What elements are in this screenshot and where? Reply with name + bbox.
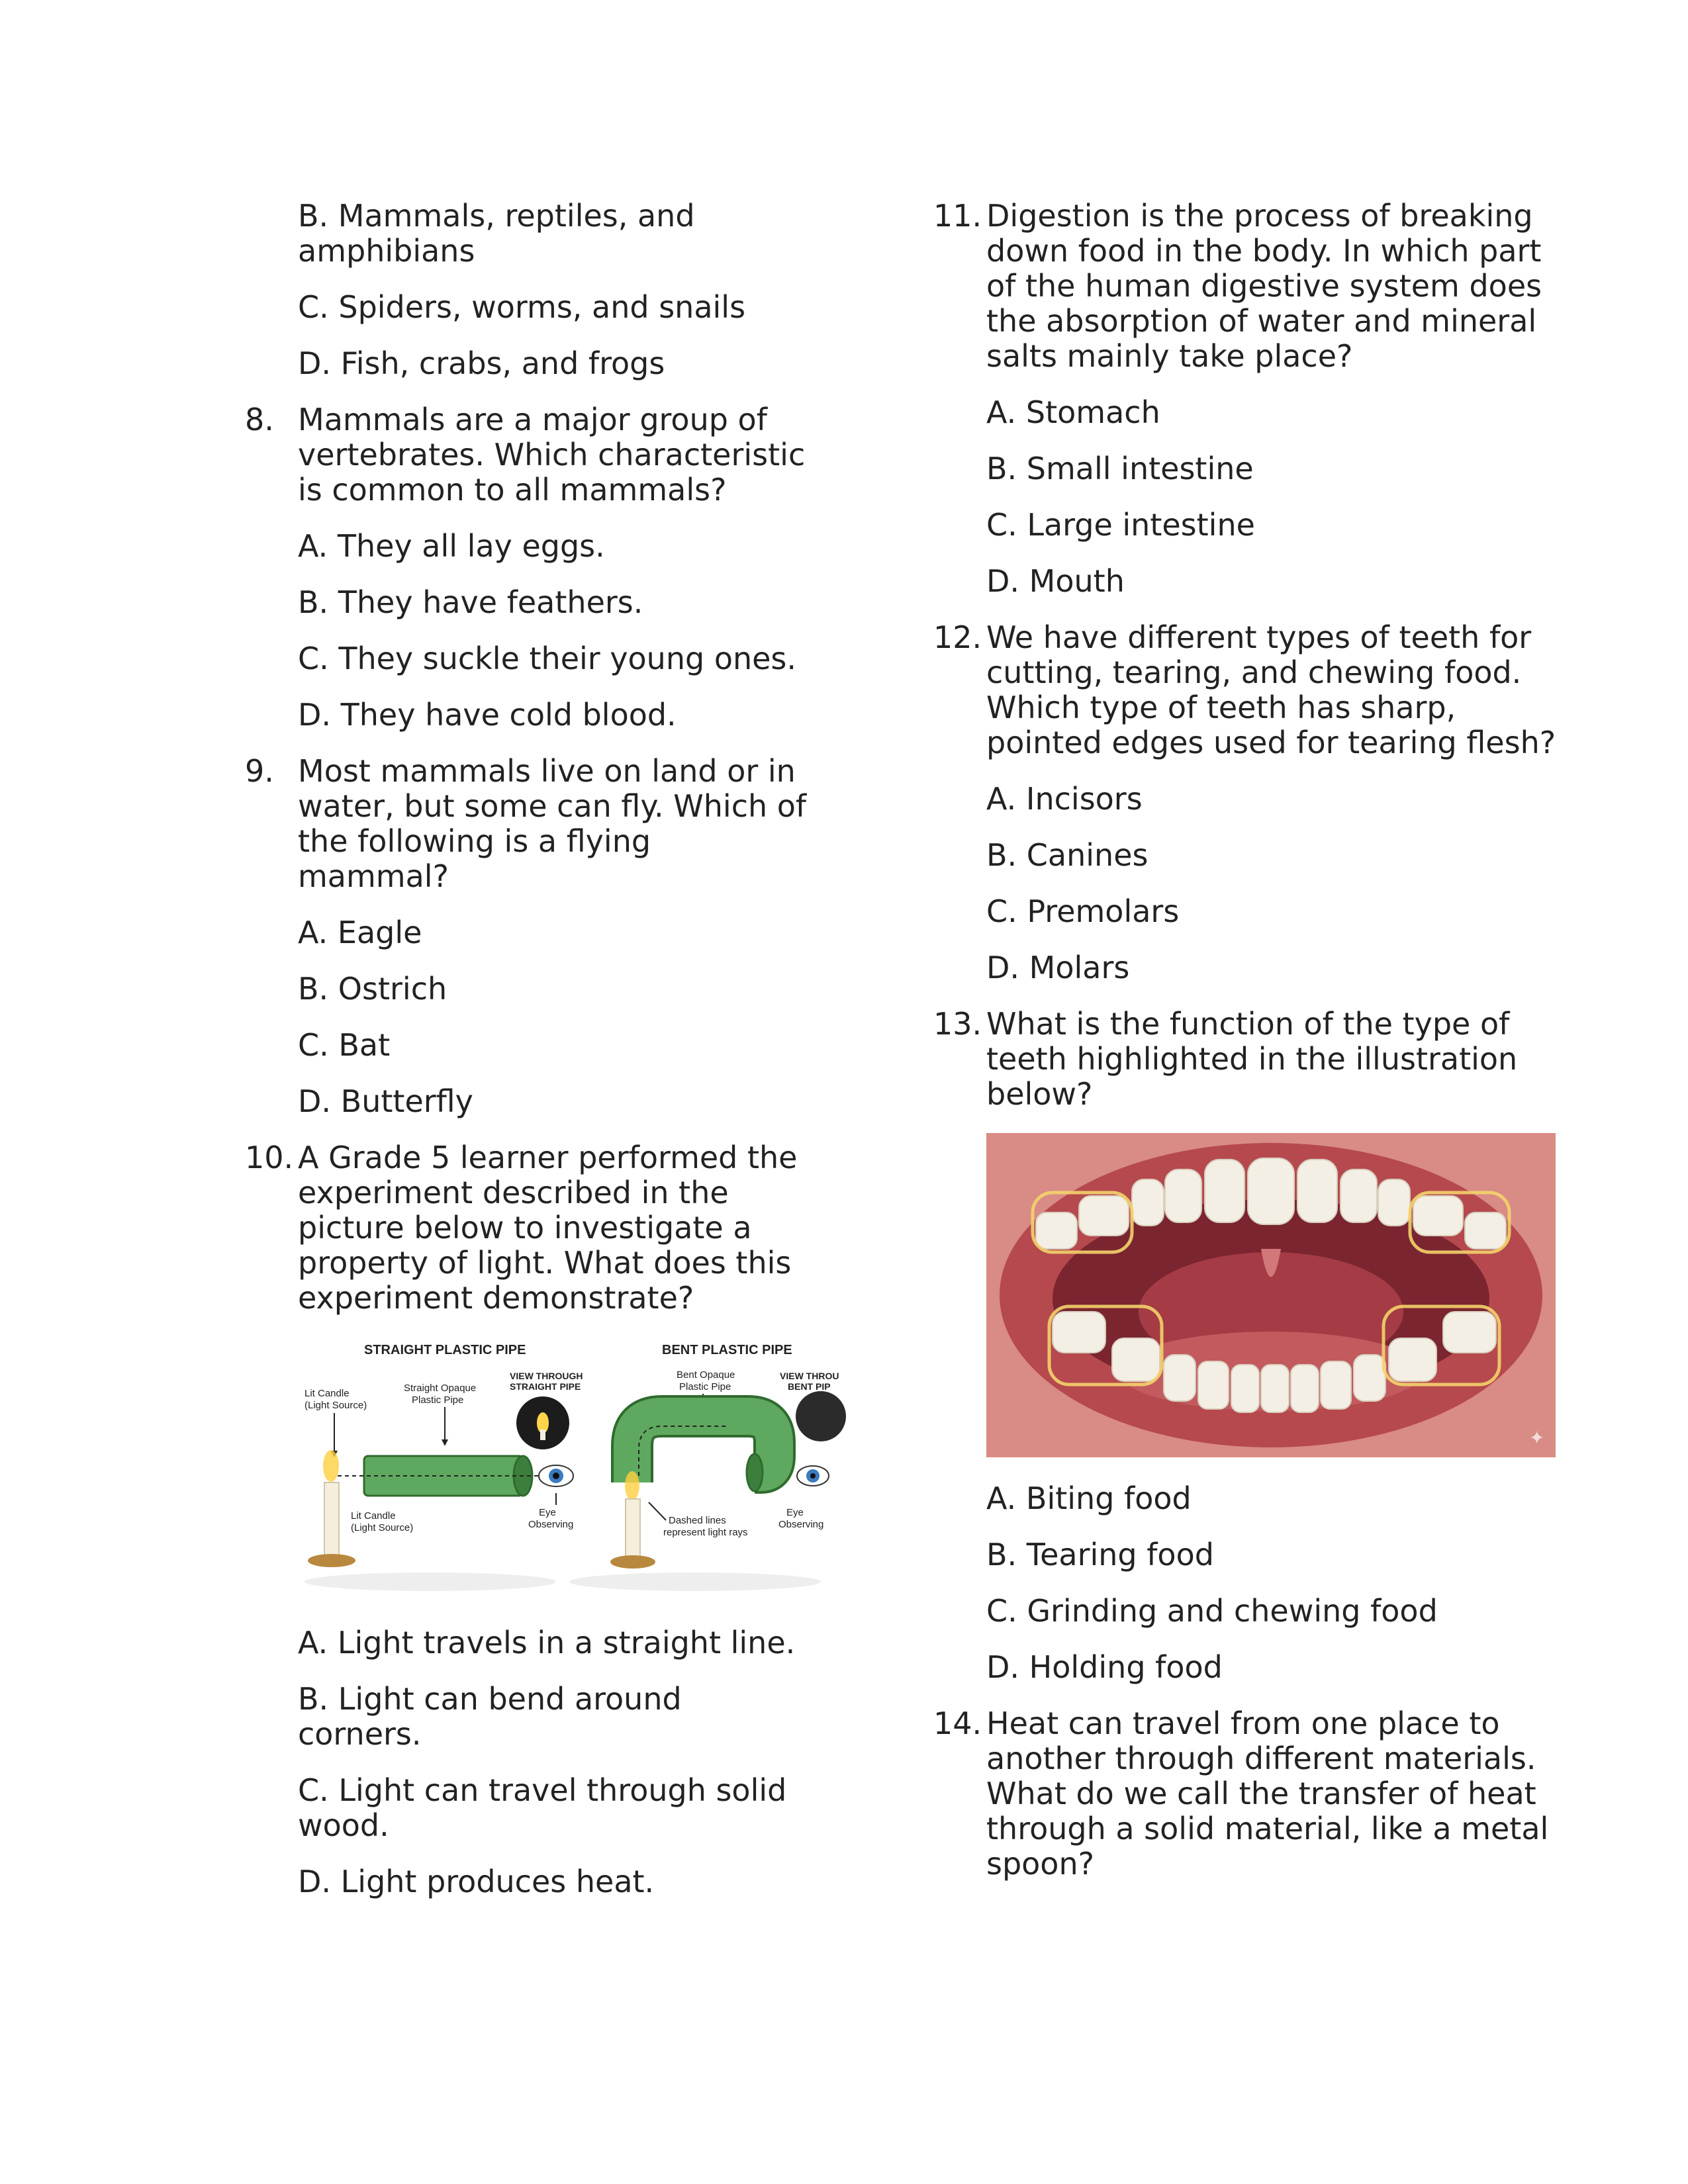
option: D. Holding food [986, 1649, 1223, 1685]
option: A. Biting food [986, 1480, 1192, 1516]
option: D. Molars [986, 950, 1130, 985]
pipe-label: Straight Opaque [404, 1383, 477, 1394]
option: A. Stomach [986, 394, 1160, 430]
teeth-illustration [986, 1133, 1556, 1457]
pipe-label: Bent Opaque [677, 1369, 735, 1381]
svg-text:✦: ✦ [1529, 1428, 1545, 1448]
straight-pipe-title: STRAIGHT PLASTIC PIPE [364, 1343, 526, 1357]
question-9 [245, 754, 808, 894]
option: A. They all lay eggs. [298, 528, 605, 564]
light-experiment-figure [298, 1337, 839, 1604]
question-13 [933, 1007, 1575, 1112]
option: B. Canines [986, 837, 1149, 873]
question-text: Heat can travel from one place to another through different materials. What do we call the transfer of heat through a solid material, like a metal spoon? [986, 1706, 1549, 1882]
option: D. They have cold blood. [298, 697, 677, 733]
question-number: 13. [933, 1006, 982, 1042]
candle-label: (Light Source) [305, 1400, 367, 1411]
option: B. Light can bend around corners. [298, 1681, 682, 1752]
question-number: 11. [933, 198, 982, 234]
question-14 [933, 1706, 1575, 1882]
option: D. Mouth [986, 563, 1125, 599]
eye-label: Observing [528, 1519, 574, 1530]
question-text: What is the function of the type of teeth highlighted in the illustration below? [986, 1006, 1518, 1112]
option: C. Grinding and chewing food [986, 1593, 1438, 1629]
question-text: A Grade 5 learner performed the experiment described in the picture below to investigate a property of light. What does this experiment demonstrate? [298, 1140, 798, 1316]
option: B. Ostrich [298, 971, 447, 1007]
option: C. Large intestine [986, 507, 1255, 543]
view-label: STRAIGHT PIPE [510, 1381, 581, 1392]
option: D. Butterfly [298, 1083, 473, 1119]
view-label: VIEW THROU [780, 1371, 839, 1381]
option: B. Tearing food [986, 1537, 1214, 1572]
dashed-label: represent light rays [663, 1527, 748, 1538]
candle-label: Lit Candle [351, 1510, 396, 1522]
bent-pipe-title: BENT PLASTIC PIPE [662, 1343, 792, 1357]
question-10 [245, 1140, 808, 1316]
light-experiment-illustration [298, 1337, 839, 1602]
q7-continued-options [245, 199, 808, 381]
option: C. Spiders, worms, and snails [298, 289, 746, 325]
view-label: BENT PIP [788, 1381, 831, 1392]
option: C. Bat [298, 1027, 391, 1063]
option: D. Fish, crabs, and frogs [298, 345, 665, 381]
question-number: 12. [933, 619, 982, 655]
pipe-label: Plastic Pipe [412, 1394, 464, 1406]
question-text: We have different types of teeth for cutting, tearing, and chewing food. Which type of teeth has sharp, pointed edges used for tearing flesh? [986, 619, 1556, 760]
option: A. Light travels in a straight line. [298, 1625, 796, 1661]
question-number: 14. [933, 1706, 982, 1741]
view-label: VIEW THROUGH [510, 1371, 583, 1381]
dashed-label: Dashed lines [669, 1515, 726, 1526]
question-number: 8. [245, 402, 274, 437]
option: D. Light produces heat. [298, 1864, 655, 1899]
question-text: Digestion is the process of breaking down food in the body. In which part of the human digestive system does the absorption of water and mineral salts mainly take place? [986, 198, 1542, 374]
option: B. Mammals, reptiles, and amphibians [298, 198, 695, 269]
eye-label: Observing [778, 1519, 824, 1530]
option: A. Incisors [986, 781, 1143, 817]
pipe-label: Plastic Pipe [679, 1381, 731, 1392]
question-number: 9. [245, 753, 274, 789]
question-text: Most mammals live on land or in water, but some can fly. Which of the following is a flying mammal? [298, 753, 807, 894]
question-11 [933, 199, 1575, 374]
question-8 [245, 402, 808, 508]
question-number: 10. [245, 1140, 294, 1175]
question-12 [933, 620, 1575, 760]
teeth-figure [986, 1133, 1575, 1460]
option: A. Eagle [298, 915, 422, 950]
option: B. They have feathers. [298, 584, 643, 620]
option: C. Light can travel through solid wood. [298, 1772, 787, 1843]
option: B. Small intestine [986, 451, 1254, 486]
eye-label: Eye [786, 1507, 804, 1518]
option: C. They suckle their young ones. [298, 641, 797, 676]
candle-label: (Light Source) [351, 1522, 414, 1533]
right-column [933, 199, 1575, 1903]
candle-label: Lit Candle [305, 1388, 350, 1399]
left-column [245, 198, 839, 1921]
question-text: Mammals are a major group of vertebrates. Which characteristic is common to all mammals? [298, 402, 806, 508]
eye-label: Eye [539, 1507, 556, 1518]
option: C. Premolars [986, 893, 1180, 929]
